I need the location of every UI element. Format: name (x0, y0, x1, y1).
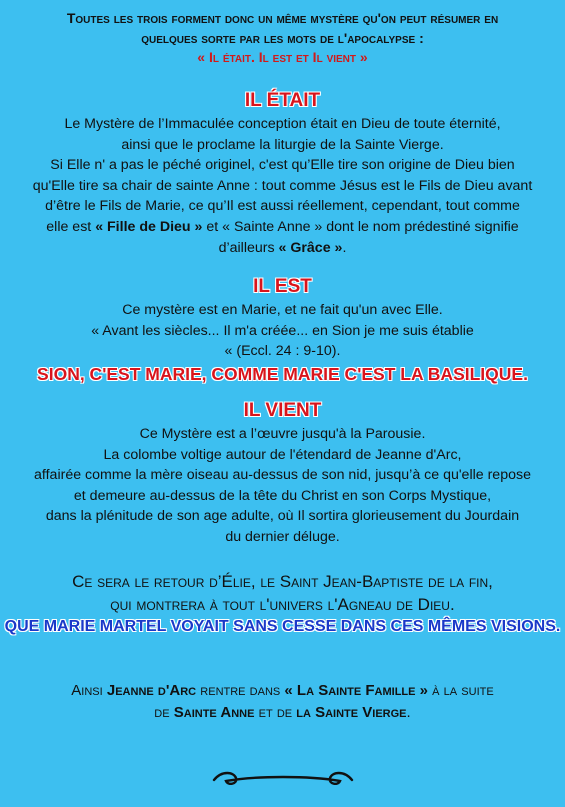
section3-line-1: Ce Mystère est a l’œuvre jusqu'à la Parousie. (139, 426, 426, 442)
text: et « Sainte Anne » dont le nom prédestiné signifie (202, 218, 519, 235)
section2-line-1: Ce mystère est en Marie, et ne fait qu'un avec Elle. (122, 302, 443, 318)
section-il-est (0, 276, 565, 385)
text: rentre dans (196, 682, 285, 699)
section1-line-7 (0, 238, 565, 259)
sainte-famille: « La Sainte Famille » (284, 682, 428, 699)
heading-il-etait: IL ÉTAIT (244, 90, 321, 111)
marie-martel-statement: QUE MARIE MARTEL VOYAIT SANS CESSE DANS CES MÊMES VISIONS. (4, 618, 561, 635)
sion-statement: SION, C'EST MARIE, COMME MARIE C'EST LA BASILIQUE. (37, 363, 528, 384)
section1-line-1: Le Mystère de l’Immaculée conception était en Dieu de toute éternité, (64, 116, 501, 132)
swirl-ornament-icon (208, 766, 358, 788)
section4-line-2: qui montrera à tout l'univers l'Agneau de Dieu. (110, 595, 455, 614)
section4-line-1: Ce sera le retour d’Élie, le Saint Jean-Baptiste de la fin, (72, 572, 493, 591)
section1-line-4: qu'Elle tire sa chair de sainte Anne : tout comme Jésus est le Fils de Dieu avant (32, 177, 533, 194)
section2-line-3: « (Eccl. 24 : 9-10). (224, 343, 341, 360)
section-elie (0, 570, 565, 638)
text: d’ailleurs (218, 239, 279, 256)
text: . (342, 239, 347, 256)
heading-il-vient: IL VIENT (243, 400, 322, 421)
section1-line-2: ainsi que le proclame la liturgie de la Sainte Vierge. (121, 136, 444, 153)
sainte-vierge: la Sainte Vierge (296, 704, 407, 721)
section1-line-3: Si Elle n' a pas le péché originel, c'est qu’Elle tire son origine de Dieu bien (50, 157, 515, 174)
text: . (406, 704, 411, 721)
text: Ainsi (71, 682, 107, 699)
section2-line-2: « Avant les siècles... Il m'a créée... en Sion je me suis établie (91, 322, 474, 339)
section3-line-4: et demeure au-dessus de la tête du Christ en son Corps Mystique, (73, 487, 492, 504)
conclusion-line-2 (0, 702, 565, 724)
jeanne-darc: Jeanne d'Arc (106, 682, 197, 699)
intro (0, 8, 565, 67)
heading-il-est: IL EST (253, 276, 312, 297)
intro-line-1: Toutes les trois forment donc un même mystère qu'on peut résumer en (66, 10, 499, 26)
section1-line-6 (0, 217, 565, 238)
text: de (154, 704, 174, 721)
sainte-anne: Sainte Anne (173, 704, 255, 721)
text: elle est (46, 218, 96, 235)
text: à la suite (428, 682, 494, 699)
section-conclusion (0, 680, 565, 724)
fille-de-dieu: « Fille de Dieu » (95, 218, 203, 235)
section-il-vient (0, 400, 565, 548)
intro-line-2: quelques sorte par les mots de l'apocalypse : (141, 30, 424, 46)
grace: « Grâce » (278, 239, 343, 256)
conclusion-line-1 (0, 680, 565, 702)
section-il-etait (0, 90, 565, 258)
section3-line-3: affairée comme la mère oiseau au-dessus de son nid, jusqu’à ce qu'elle repose (34, 467, 531, 484)
intro-quote: « Il était. Il est et Il vient » (197, 49, 368, 65)
section1-line-5: d’être le Fils de Marie, ce qu’Il est aussi réellement, cependant, tout comme (45, 198, 520, 215)
section3-line-5: dans la plénitude de son age adulte, où Il sortira glorieusement du Jourdain (45, 508, 520, 525)
section3-line-2: La colombe voltige autour de l'étendard de Jeanne d'Arc, (103, 446, 462, 463)
section3-line-6: du dernier déluge. (225, 528, 340, 545)
text: et de (254, 704, 297, 721)
